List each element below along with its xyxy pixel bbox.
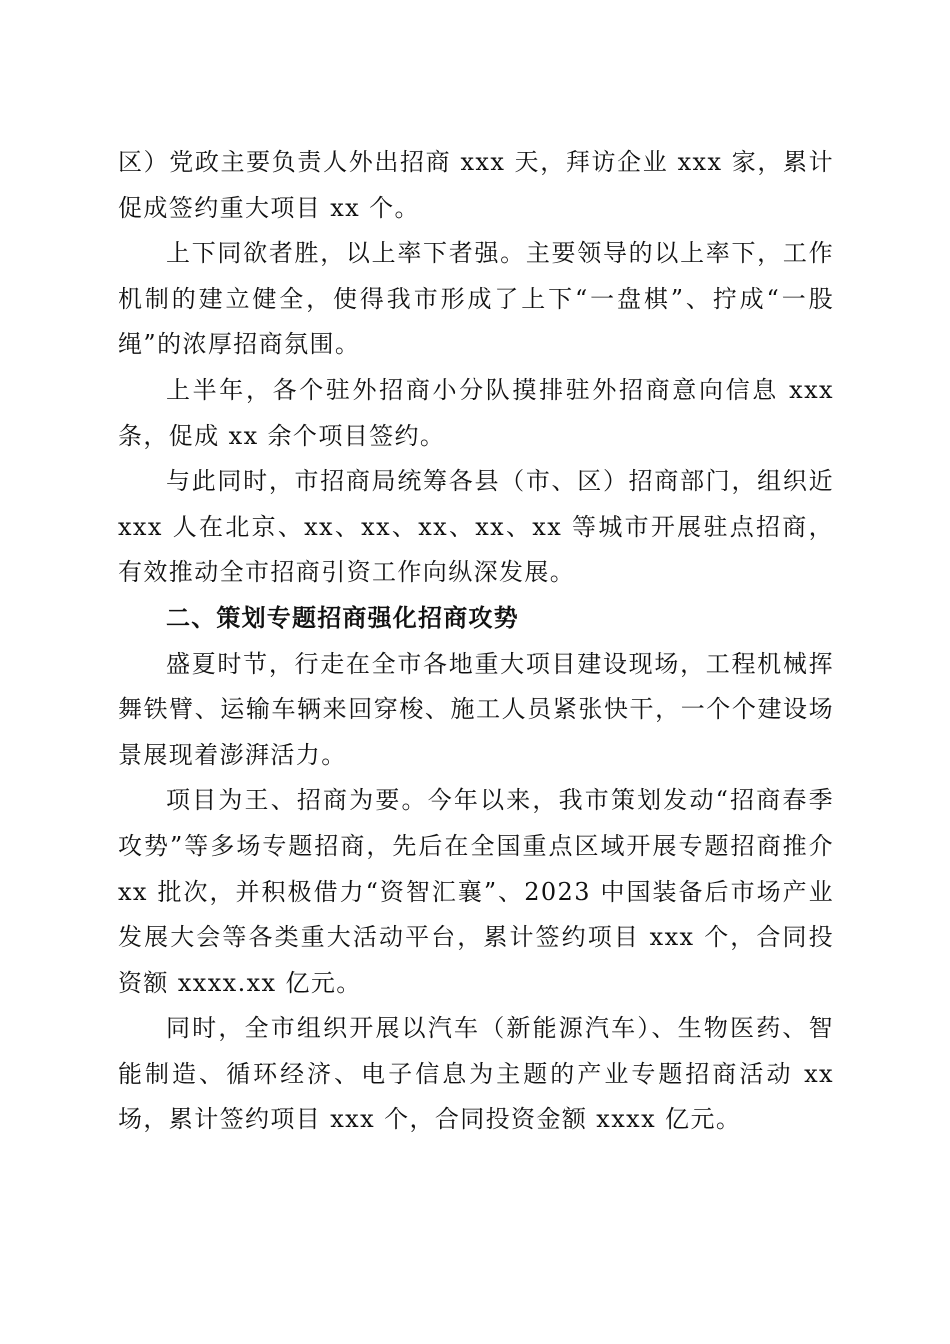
paragraph-continued: 区）党政主要负责人外出招商 xxx 天，拜访企业 xxx 家，累计促成签约重大项目 xx 个。: [118, 148, 834, 222]
section-heading: 二、策划专题招商强化招商攻势: [166, 603, 519, 632]
paragraph-midsummer: 盛夏时节，行走在全市各地重大项目建设现场，工程机械挥舞铁臂、运输车辆来回穿梭、施工人员紧张快干，一个个建设场景展现着澎湃活力。: [118, 649, 834, 769]
document-page: [118, 140, 834, 1143]
paragraph-industry-themes: 同时，全市组织开展以汽车（新能源汽车）、生物医药、智能制造、循环经济、电子信息为主题的产业专题招商活动 xx 场，累计签约项目 xxx 个，合同投资金额 xxxx 亿元。: [118, 1014, 834, 1134]
paragraph-first-half-year: 上半年，各个驻外招商小分队摸排驻外招商意向信息 xxx 条，促成 xx 余个项目签约。: [118, 375, 834, 450]
paragraph-projects: 项目为王、招商为要。今年以来，我市策划发动“招商春季攻势”等多场专题招商，先后在全国重点区域开展专题招商推介 xx 批次，并积极借力“资智汇襄”、2023 中国装备后市场产业发展大会等各类重大活动平台，累计签约项目 xxx 个，合同投资额 xxxx.xx 亿元。: [118, 786, 834, 997]
paragraph-resident-investment: 与此同时，市招商局统筹各县（市、区）招商部门，组织近 xxx 人在北京、xx、xx、xx、xx、xx 等城市开展驻点招商，有效推动全市招商引资工作向纵深发展。: [118, 467, 834, 587]
paragraph-leadership: 上下同欲者胜，以上率下者强。主要领导的以上率下，工作机制的建立健全，使得我市形成了上下“一盘棋”、拧成“一股绳”的浓厚招商氛围。: [118, 239, 834, 359]
